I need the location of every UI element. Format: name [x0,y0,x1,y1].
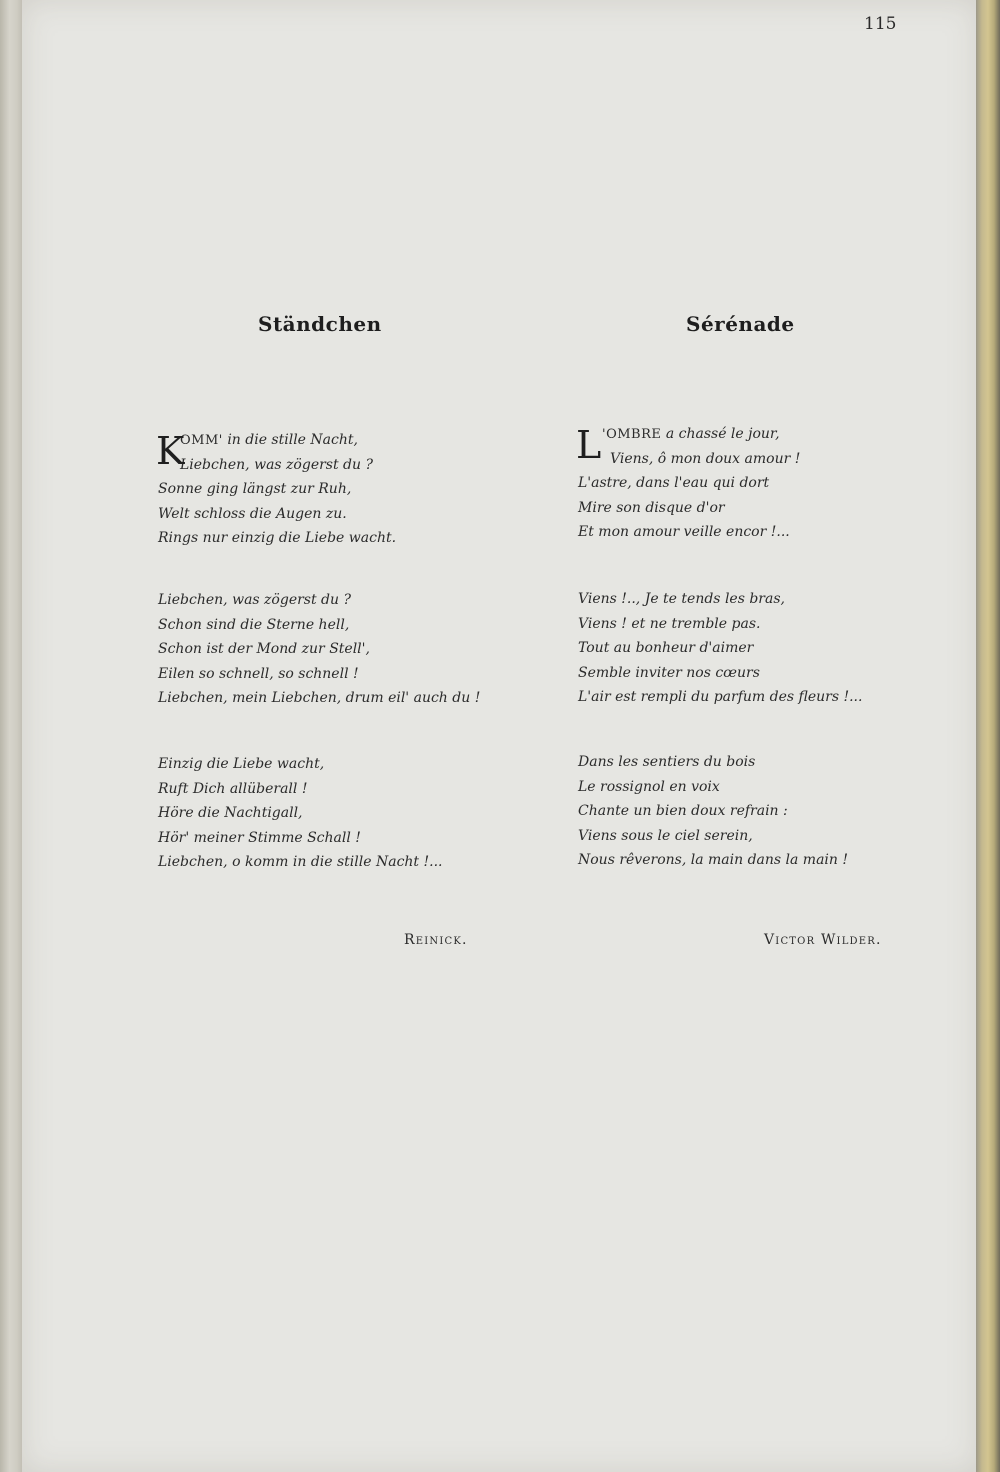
french-author: Victor Wilder. [764,932,882,948]
french-stanza-3 [578,750,848,873]
french-stanza-1 [578,422,800,545]
german-line-2: Liebchen, was zögerst du ? [180,456,373,473]
german-line-4: Welt schloss die Augen zu. [158,505,347,522]
german-line-9: Eilen so schnell, so schnell ! [158,665,359,682]
german-line-7: Schon sind die Sterne hell, [158,616,350,633]
german-line-1: K OMM' in die stille Nacht, [156,429,358,473]
right-page-edge [976,0,1000,1472]
german-author: Reinick. [404,932,468,948]
german-line-12: Ruft Dich allüberall ! [158,780,308,797]
french-line-4: Mire son disque d'or [578,499,725,516]
german-line-6: Liebchen, was zögerst du ? [158,592,351,608]
french-poem-title: Sérénade [686,312,795,336]
french-line-14: Viens sous le ciel serein, [578,827,753,844]
french-line-5: Et mon amour veille encor !... [578,524,790,540]
french-line-8: Tout au bonheur d'aimer [578,640,754,656]
french-line-13: Chante un bien doux refrain : [578,803,788,819]
page-number: 115 [864,14,897,34]
german-dropcap: K [156,429,185,473]
page-sheet [22,0,978,1472]
german-line-15: Liebchen, o komm in die stille Nacht !... [158,854,443,870]
german-first-word: OMM' [180,433,223,448]
left-page-edge [0,0,24,1472]
french-line-7: Viens ! et ne tremble pas. [578,615,761,632]
french-line-12: Le rossignol en voix [578,778,720,795]
german-line-10: Liebchen, mein Liebchen, drum eil' auch du ! [158,690,481,706]
german-stanza-3 [158,752,442,875]
french-stanza-2 [578,587,862,710]
german-line-8: Schon ist der Mond zur Stell', [158,641,370,657]
french-line-3: L'astre, dans l'eau qui dort [578,475,770,491]
french-first-word: 'OMBRE [602,427,662,442]
german-line-3: Sonne ging längst zur Ruh, [158,481,352,497]
french-line-1: L 'OMBRE a chassé le jour, [576,423,780,467]
german-line-5: Rings nur einzig die Liebe wacht. [158,530,397,546]
german-line-13: Höre die Nachtigall, [158,805,303,821]
french-line-15: Nous rêverons, la main dans la main ! [578,852,848,868]
german-line-14: Hör' meiner Stimme Schall ! [158,829,361,846]
german-poem-title: Ständchen [258,312,382,336]
french-line-2: Viens, ô mon doux amour ! [610,450,801,467]
german-stanza-2 [158,588,480,711]
german-stanza-1 [158,428,396,551]
french-line-9: Semble inviter nos cœurs [578,664,760,681]
french-line-11: Dans les sentiers du bois [578,754,756,770]
french-dropcap: L [576,423,602,467]
french-line-6: Viens !.., Je te tends les bras, [578,591,785,607]
french-line-10: L'air est rempli du parfum des fleurs !... [578,689,863,705]
german-line-11: Einzig die Liebe wacht, [158,756,325,772]
